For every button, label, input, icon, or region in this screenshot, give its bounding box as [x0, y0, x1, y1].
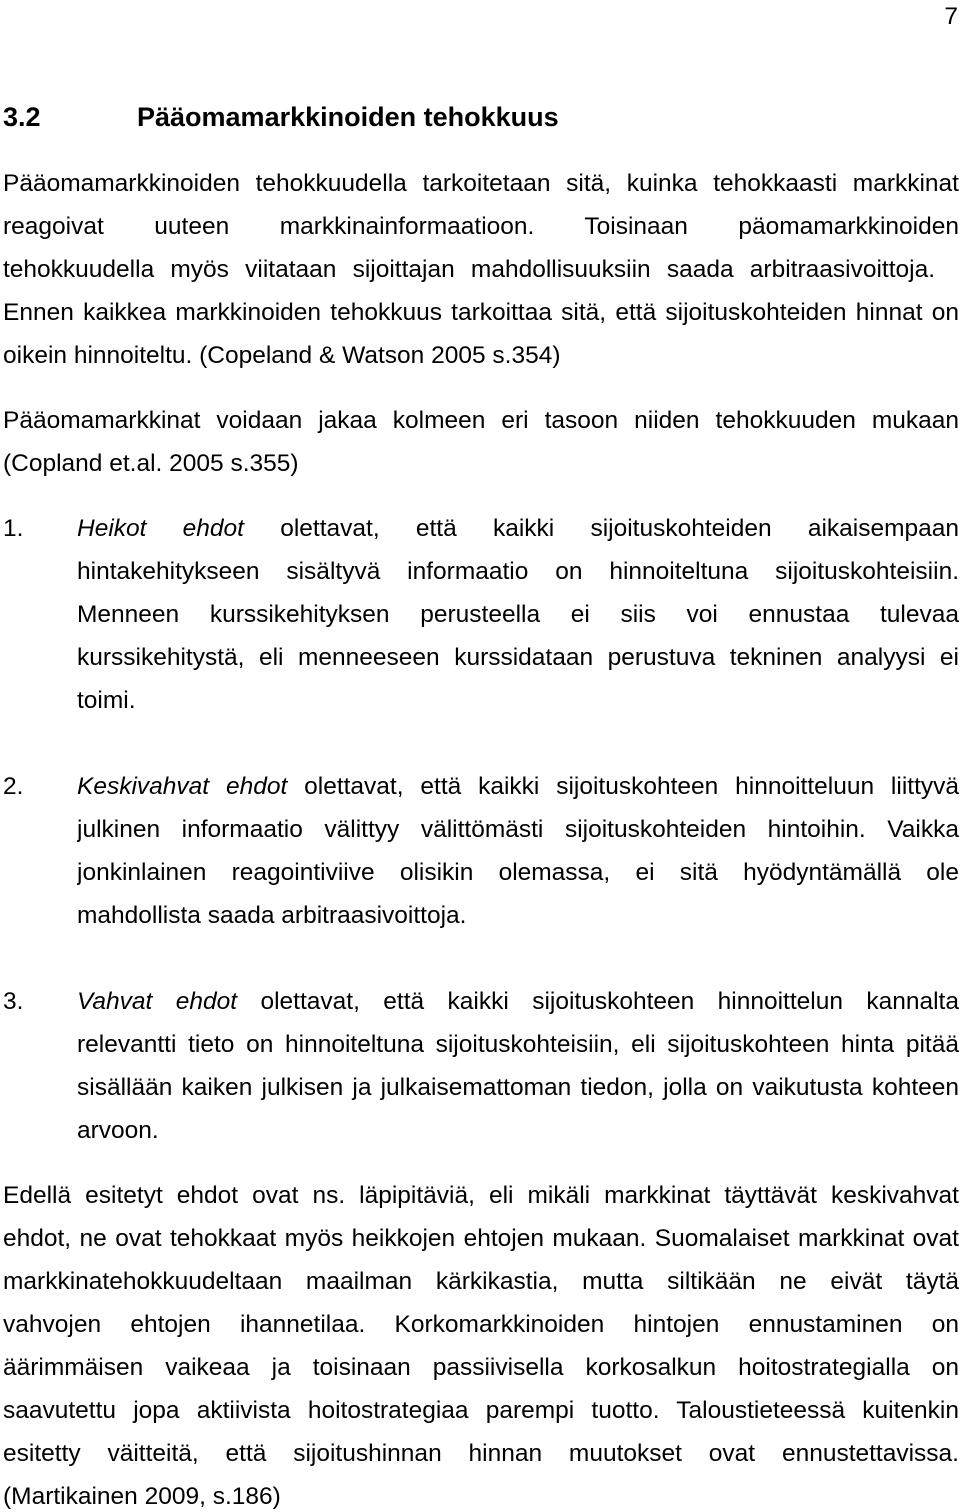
- defined-term: Vahvat ehdot: [77, 987, 238, 1015]
- intro-paragraph: [3, 162, 959, 377]
- text-line: Ennen kaikkea markkinoiden tehokkuus tarkoittaa sitä, että sijoituskohteiden hinnat on: [3, 298, 959, 326]
- text-line: julkinen informaatio välittyy välittömästi sijoituskohteiden hintoihin. Vaikka: [77, 815, 959, 843]
- text-line: [77, 765, 959, 808]
- text-line: äärimmäisen vaikeaa ja toisinaan passiivisella korkosalkun hoitostrategialla on: [3, 1353, 959, 1381]
- text-line: Pääomamarkkinoiden tehokkuudella tarkoitetaan sitä, kuinka tehokkaasti markkinat: [3, 169, 959, 197]
- text-line: hintakehitykseen sisältyvä informaatio on hinnoiteltuna sijoituskohteisiin.: [77, 557, 959, 585]
- level-item-body: [77, 765, 959, 937]
- term-description: olettavat, että kaikki sijoituskohteen hinnoittelun kannalta: [260, 987, 959, 1015]
- text-line: oikein hinnoiteltu. (Copeland & Watson 2005 s.354): [3, 341, 561, 369]
- conclusion-paragraph: [3, 1174, 959, 1512]
- term-description: olettavat, että kaikki sijoituskohteiden aikaisempaan: [280, 514, 959, 542]
- text-line: jonkinlainen reagointiviive olisikin olemassa, ei sitä hyödyntämällä ole: [77, 858, 959, 886]
- text-line: relevantti tieto on hinnoiteltuna sijoituskohteisiin, eli sijoituskohteen hinta pitää: [77, 1030, 959, 1058]
- text-line: [77, 980, 959, 1023]
- text-line: saavutettu jopa aktiivista hoitostrategiaa parempi tuotto. Taloustieteessä kuitenkin: [3, 1396, 959, 1424]
- text-line: vahvojen ehtojen ihannetilaa. Korkomarkkinoiden hintojen ennustaminen on: [3, 1310, 959, 1338]
- text-line: tehokkuudella myös viitataan sijoittajan mahdollisuuksiin saada arbitraasivoittoja.: [3, 255, 935, 283]
- level-item: [3, 507, 959, 722]
- text-line: reagoivat uuteen markkinainformaatioon. Toisinaan päomamarkkinoiden: [3, 212, 959, 240]
- list-number: 1.: [3, 514, 24, 542]
- text-line: (Copland et.al. 2005 s.355): [3, 449, 299, 477]
- level-item-body: [77, 980, 959, 1152]
- section-heading: [0, 96, 960, 139]
- defined-term: Heikot ehdot: [77, 514, 244, 542]
- list-number: 3.: [3, 987, 24, 1015]
- list-number: 2.: [3, 772, 24, 800]
- text-line: arvoon.: [77, 1116, 159, 1144]
- levels-intro-paragraph: [3, 399, 959, 485]
- text-line: esitetty väitteitä, että sijoitushinnan hinnan muutokset ovat ennustettavissa.: [3, 1439, 959, 1467]
- text-line: markkinatehokkuudeltaan maailman kärkikastia, mutta siltikään ne eivät täytä: [3, 1267, 959, 1295]
- text-line: mahdollista saada arbitraasivoittoja.: [77, 901, 467, 929]
- level-item: [3, 765, 959, 937]
- citation-line: (Martikainen 2009, s.186): [3, 1482, 281, 1510]
- level-item: [3, 980, 959, 1152]
- text-line: Menneen kurssikehityksen perusteella ei siis voi ennustaa tulevaa: [77, 600, 959, 628]
- section-title: Pääomamarkkinoiden tehokkuus: [137, 101, 559, 132]
- text-line: sisällään kaiken julkisen ja julkaisemattoman tiedon, jolla on vaikutusta kohteen: [77, 1073, 959, 1101]
- text-line: toimi.: [77, 686, 136, 714]
- page-number: 7: [944, 3, 958, 30]
- text-line: ehdot, ne ovat tehokkaat myös heikkojen ehtojen mukaan. Suomalaiset markkinat ovat: [3, 1224, 959, 1252]
- text-line: [77, 507, 959, 550]
- text-line: Edellä esitetyt ehdot ovat ns. läpipitäviä, eli mikäli markkinat täyttävät keskivahvat: [3, 1181, 959, 1209]
- defined-term: Keskivahvat ehdot: [77, 772, 288, 800]
- text-line: kurssikehitystä, eli menneeseen kurssidataan perustuva tekninen analyysi ei: [77, 643, 959, 671]
- section-number: 3.2: [3, 101, 41, 132]
- text-line: Pääomamarkkinat voidaan jakaa kolmeen eri tasoon niiden tehokkuuden mukaan: [3, 406, 959, 434]
- level-item-body: [77, 507, 959, 722]
- term-description: olettavat, että kaikki sijoituskohteen hinnoitteluun liittyvä: [304, 772, 959, 800]
